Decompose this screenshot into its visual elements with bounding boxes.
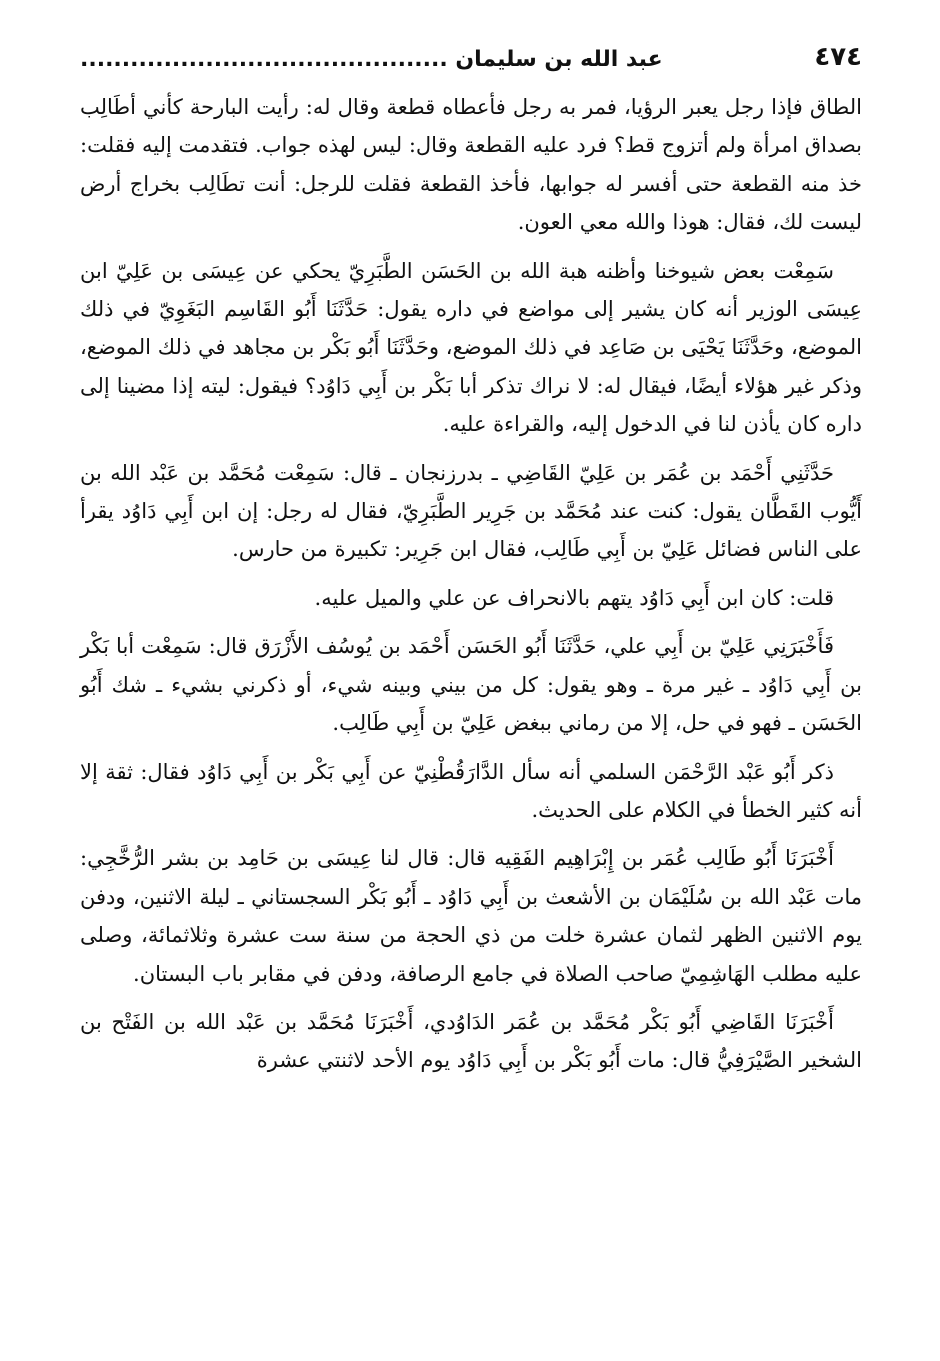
paragraph-8: أَخْبَرَنَا القَاضِي أَبُو بَكْر مُحَمَّد بن عُمَر الدَاوُدي، أَخْبَرَنَا مُحَمَّد بن عَبْد الله بن الفَتْح بن الشخير الصَّيْرَفِيُّ قال: مات أَبُو بَكْر بن أَبِي دَاوُد يوم الأحد لاثنتي عشرة xyxy=(80,1009,862,1073)
paragraph-2: سَمِعْت بعض شيوخنا وأظنه هبة الله بن الحَسَن الطَّبَرِيّ يحكي عن عِيسَى بن عَلِيّ ابن عِيسَى الوزير أنه كان يشير إلى مواضع في داره يقول: حَدَّثَنَا أَبُو القَاسِم البَغَوِيّ في ذلك الموضع، وحَدَّثَنَا يَحْيَى بن صَاعِد في ذلك الموضع، وحَدَّثَنَا أَبُو بَكْر بن مجاهد في ذلك الموضع، وذكر غير هؤلاء أيضًا، فيقال له: لا نراك تذكر أبا بَكْر بن أَبِي دَاوُد؟ فيقول: ليته إذا مضينا إلى داره كان يأذن لنا في الدخول إليه، والقراءة عليه. xyxy=(80,258,862,437)
running-title: عبد الله بن سليمان ............................................ xyxy=(80,47,663,72)
paragraph-6: ذكر أَبُو عَبْد الرَّحْمَن السلمي أنه سأل الدَّارَقُطْنِيّ عن أَبِي بَكْر بن أَبِي دَاوُد فقال: ثقة إلا أنه كثير الخطأ في الكلام على الحديث. xyxy=(80,759,862,822)
paragraph-4: قلت: كان ابن أَبِي دَاوُد يتهم بالانحراف عن علي والميل عليه. xyxy=(314,585,834,610)
page-header xyxy=(80,28,862,72)
page-body xyxy=(80,88,862,1080)
paragraph-5: فَأَخْبَرَنِي عَلِيّ بن أَبِي علي، حَدَّثَنَا أَبُو الحَسَن أَحْمَد بن يُوسُف الأَزْرَق قال: سَمِعْت أبا بَكْر بن أَبِي دَاوُد ـ غير مرة ـ وهو يقول: كل من بيني وبينه شيء، أو ذكرني بشيء ـ شك أَبُو الحَسَن ـ فهو في حل، إلا من رماني ببغض عَلِيّ بن أَبِي طَالِب. xyxy=(80,634,862,736)
paragraph-1: الطاق فإذا رجل يعبر الرؤيا، فمر به رجل فأعطاه قطعة وقال له: رأيت البارحة كأني أطَالِب بصداق امرأة ولم أتزوج قط؟ فرد عليه القطعة وقال: ليس لهذه جواب. فتقدمت إليه فقلت: خذ منه القطعة حتى أفسر له جوابها، فأخذ القطعة فقلت للرجل: أنت تطَالِب بخراج أرض ليست لك، فقال: هوذا والله معي العون. xyxy=(80,95,862,235)
paragraph-3: حَدَّثَنِي أَحْمَد بن عُمَر بن عَلِيّ القَاضِي ـ بدرزنجان ـ قال: سَمِعْت مُحَمَّد بن عَبْد الله بن أَيُّوب القَطَّان يقول: كنت عند مُحَمَّد بن جَرِير الطَّبَرِيّ، فقال له رجل: إن ابن أَبِي دَاوُد يقرأ على الناس فضائل عَلِيّ بن أَبِي طَالِب، فقال ابن جَرِير: تكبيرة من حارس. xyxy=(80,460,862,562)
paragraph-7: أَخْبَرَنَا أَبُو طَالِب عُمَر بن إِبْرَاهِيم الفَقِيه قال: قال لنا عِيسَى بن حَامِد بن بشر الرُّخَّجِي: مات عَبْد الله بن سُلَيْمَان بن الأشعث بن أَبِي دَاوُد ـ أَبُو بَكْر السجستاني ـ ليلة الاثنين، ودفن يوم الاثنين الظهر لثمان عشرة خلت من ذي الحجة من سنة ست عشرة وثلاثمائة، وصلى عليه مطلب الهَاشِمِيّ صاحب الصلاة في جامع الرصافة، ودفن في مقابر باب البستان. xyxy=(80,846,862,986)
page-number: ٤٧٤ xyxy=(814,42,862,72)
